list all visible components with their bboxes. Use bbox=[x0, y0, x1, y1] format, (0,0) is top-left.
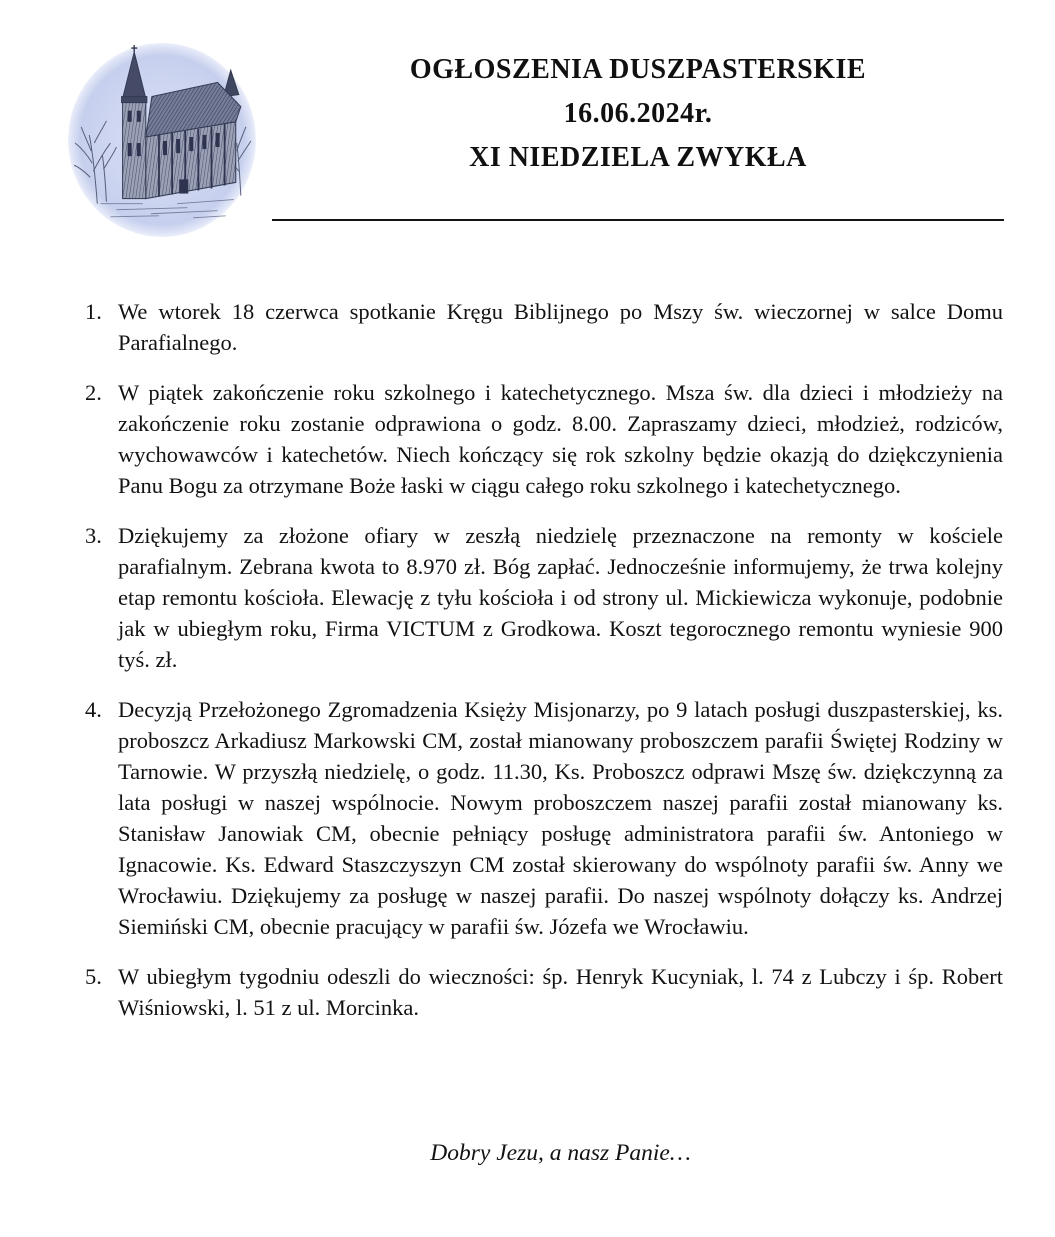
church-logo bbox=[66, 42, 258, 238]
item-number: 3. bbox=[85, 523, 102, 548]
announcement-item-5 bbox=[85, 961, 1003, 1023]
item-number: 5. bbox=[85, 964, 102, 989]
church-drawing-icon bbox=[66, 42, 258, 238]
item-text: Dziękujemy za złożone ofiary w zeszłą niedzielę przeznaczone na remonty w kościele parafialnym. Zebrana kwota to 8.970 zł. Bóg zapłać. Jednocześnie informujemy, że trwa kolejny etap remontu kościoła. Elewację z tyłu kościoła i od strony ul. Mickiewicza wykonuje, podobnie jak w ubiegłym roku, Firma VICTUM z Grodkowa. Koszt tegorocznego remontu wyniesie 900 tyś. zł. bbox=[118, 523, 1003, 672]
header bbox=[272, 48, 1004, 180]
announcement-item-4 bbox=[85, 694, 1003, 942]
announcement-item-2 bbox=[85, 377, 1003, 501]
item-number: 1. bbox=[85, 299, 102, 324]
item-text: W piątek zakończenie roku szkolnego i katechetycznego. Msza św. dla dzieci i młodzieży na zakończenie roku zostanie odprawiona o godz. 8.00. Zapraszamy dzieci, młodzież, rodziców, wychowawców i katechetów. Niech kończący się rok szkolny będzie okazją do dziękczynienia Panu Bogu za otrzymane Boże łaski w ciągu całego roku szkolnego i katechetycznego. bbox=[118, 380, 1003, 498]
announcement-list bbox=[0, 296, 1055, 1042]
item-text: W ubiegłym tygodniu odeszli do wieczności: śp. Henryk Kucyniak, l. 74 z Lubczy i śp. Robert Wiśniowski, l. 51 z ul. Morcinka. bbox=[118, 964, 1003, 1020]
item-number: 4. bbox=[85, 697, 102, 722]
announcement-item-1 bbox=[85, 296, 1003, 358]
header-subtitle: XI NIEDZIELA ZWYKŁA bbox=[469, 142, 807, 173]
announcement-item-3 bbox=[85, 520, 1003, 675]
header-divider bbox=[272, 219, 1004, 221]
item-text: Decyzją Przełożonego Zgromadzenia Księży Misjonarzy, po 9 latach posługi duszpasterskiej, ks. proboszcz Arkadiusz Markowski CM, został mianowany proboszczem parafii Świętej Rodziny w Tarnowie. W przyszłą niedzielę, o godz. 11.30, Ks. Proboszcz odprawi Mszę św. dziękczynną za lata posługi w naszej wspólnocie. Nowym proboszczem naszej parafii został mianowany ks. Stanisław Janowiak CM, obecnie pełniący posługę administratora parafii św. Antoniego w Ignacowie. Ks. Edward Staszczyszyn CM został skierowany do wspólnoty parafii św. Anny we Wrocławiu. Dziękujemy za posługę w naszej parafii. Do naszej wspólnoty dołączy ks. Andrzej Siemiński CM, obecnie pracujący w parafii św. Józefa we Wrocławiu. bbox=[118, 697, 1003, 939]
header-date: 16.06.2024r. bbox=[563, 98, 713, 129]
item-text: We wtorek 18 czerwca spotkanie Kręgu Biblijnego po Mszy św. wieczornej w salce Domu Parafialnego. bbox=[118, 299, 1003, 355]
page-title: OGŁOSZENIA DUSZPASTERSKIE bbox=[409, 54, 867, 85]
item-number: 2. bbox=[85, 380, 102, 405]
closing-quote: Dobry Jezu, a nasz Panie… bbox=[430, 1140, 691, 1166]
